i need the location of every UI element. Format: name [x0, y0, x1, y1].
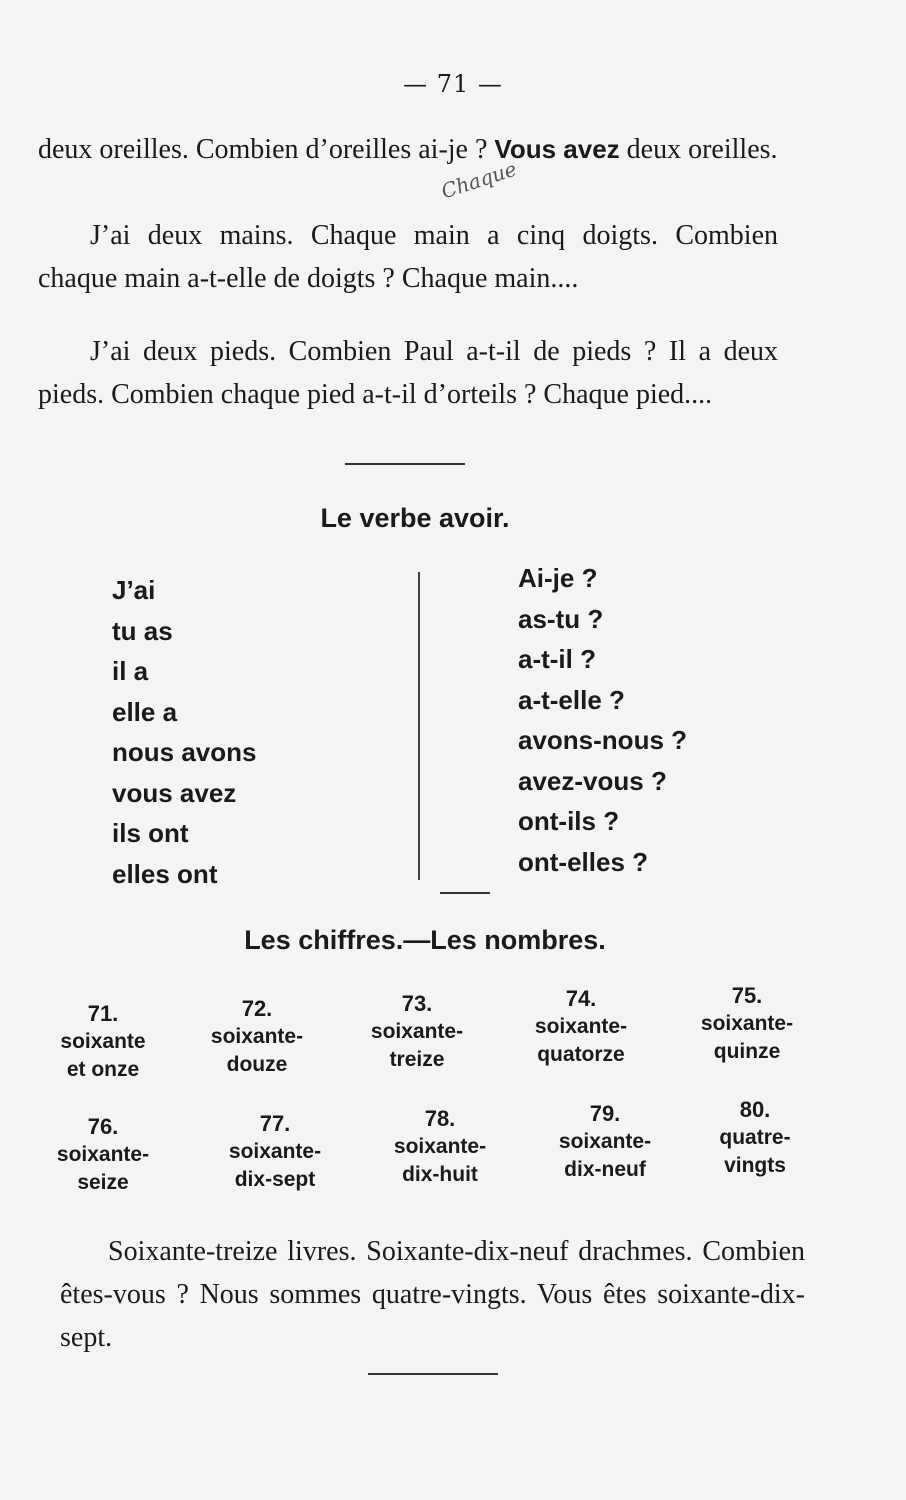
- conjugation-divider: [418, 572, 420, 880]
- number-word-line: douze: [226, 1053, 288, 1076]
- number-78: [355, 1105, 525, 1189]
- number-word-line: treize: [389, 1048, 445, 1071]
- paragraph-oreilles-tail: deux oreilles.: [626, 134, 778, 165]
- verb-heading: Le verbe avoir.: [320, 503, 510, 533]
- number-value: 72.: [241, 996, 273, 1021]
- number-71: [18, 1000, 188, 1084]
- conjugation-right-item: a-t-il ?: [518, 644, 596, 674]
- paragraph-mains: J’ai deux mains. Chaque main a cinq doigts. Combien chaque main a-t-elle de doigts ? Chaque main....: [38, 220, 778, 294]
- number-value: 77.: [259, 1111, 291, 1136]
- number-77: [190, 1110, 360, 1194]
- conjugation-right-item: avons-nous ?: [518, 725, 688, 755]
- number-73: [332, 990, 502, 1074]
- conjugation-left-item: elles ont: [112, 858, 218, 889]
- section-divider-2: [440, 892, 490, 894]
- number-word-line: dix-sept: [234, 1168, 316, 1191]
- paragraph-nombres: Soixante-treize livres. Soixante-dix-neuf drachmes. Combien êtes-vous ? Nous sommes quatre-vingts. Vous êtes soixante-dix-sept.: [60, 1236, 805, 1353]
- number-word-line: quatre-: [719, 1126, 791, 1149]
- number-76: [18, 1113, 188, 1197]
- conjugation-right-item: Ai-je ?: [518, 563, 598, 593]
- conjugation-right-item: avez-vous ?: [518, 765, 667, 796]
- number-word-line: vingts: [724, 1154, 786, 1177]
- number-word-line: soixante-: [228, 1140, 322, 1163]
- number-word-line: quinze: [713, 1040, 781, 1063]
- page-number: — 71 —: [403, 70, 503, 98]
- number-word-line: soixante: [60, 1030, 146, 1053]
- conjugation-affirmative: [112, 570, 256, 894]
- conjugation-left-item: il a: [112, 656, 149, 686]
- number-word-line: soixante-: [558, 1130, 652, 1153]
- number-word-line: soixante-: [210, 1025, 304, 1048]
- number-value: 74.: [565, 986, 597, 1011]
- conjugation-left-item: elle a: [112, 696, 178, 727]
- conjugation-left-item: J’ai: [112, 575, 156, 605]
- conjugation-left-item: tu as: [112, 615, 173, 646]
- number-word-line: seize: [77, 1171, 129, 1194]
- number-word-line: dix-huit: [402, 1163, 478, 1186]
- number-80: [670, 1096, 840, 1180]
- paragraph-oreilles-bold: Vous avez: [494, 134, 620, 164]
- number-value: 79.: [589, 1101, 621, 1126]
- conjugation-right-item: as-tu ?: [518, 603, 604, 634]
- number-word-line: soixante-: [393, 1135, 487, 1158]
- handwritten-margin-note: Chaque: [438, 156, 520, 204]
- numbers-heading: Les chiffres.—Les nombres.: [244, 925, 606, 955]
- paragraph-oreilles-text: deux oreilles. Combien d’oreilles ai-je ?: [38, 134, 488, 165]
- number-word-line: quatorze: [537, 1043, 625, 1066]
- paragraph-pieds: J’ai deux pieds. Combien Paul a-t-il de pieds ? Il a deux pieds. Combien chaque pied a-t-il d’orteils ? Chaque pied....: [38, 336, 778, 410]
- section-divider-3: [368, 1373, 498, 1375]
- number-word-line: et onze: [66, 1058, 140, 1081]
- number-word-line: dix-neuf: [564, 1158, 646, 1181]
- number-value: 75.: [731, 983, 763, 1008]
- number-value: 71.: [87, 1001, 119, 1026]
- section-divider-1: [345, 463, 465, 465]
- number-word-line: soixante-: [700, 1012, 794, 1035]
- number-word-line: soixante-: [56, 1143, 150, 1166]
- conjugation-right-item: ont-ils ?: [518, 806, 620, 836]
- number-value: 78.: [424, 1106, 456, 1131]
- number-value: 73.: [401, 991, 433, 1016]
- number-word-line: soixante-: [370, 1020, 464, 1043]
- conjugation-interrogative: [518, 558, 687, 882]
- conjugation-left-item: vous avez: [112, 777, 237, 808]
- number-value: 80.: [739, 1097, 771, 1122]
- conjugation-right-item: ont-elles ?: [518, 846, 649, 877]
- number-72: [172, 995, 342, 1079]
- number-79: [520, 1100, 690, 1184]
- conjugation-left-item: ils ont: [112, 818, 189, 848]
- number-value: 76.: [87, 1114, 119, 1139]
- conjugation-left-item: nous avons: [112, 737, 257, 767]
- conjugation-right-item: a-t-elle ?: [518, 684, 625, 715]
- number-word-line: soixante-: [534, 1015, 628, 1038]
- number-74: [496, 985, 666, 1069]
- number-75: [662, 982, 832, 1066]
- paragraph-oreilles: [38, 128, 778, 171]
